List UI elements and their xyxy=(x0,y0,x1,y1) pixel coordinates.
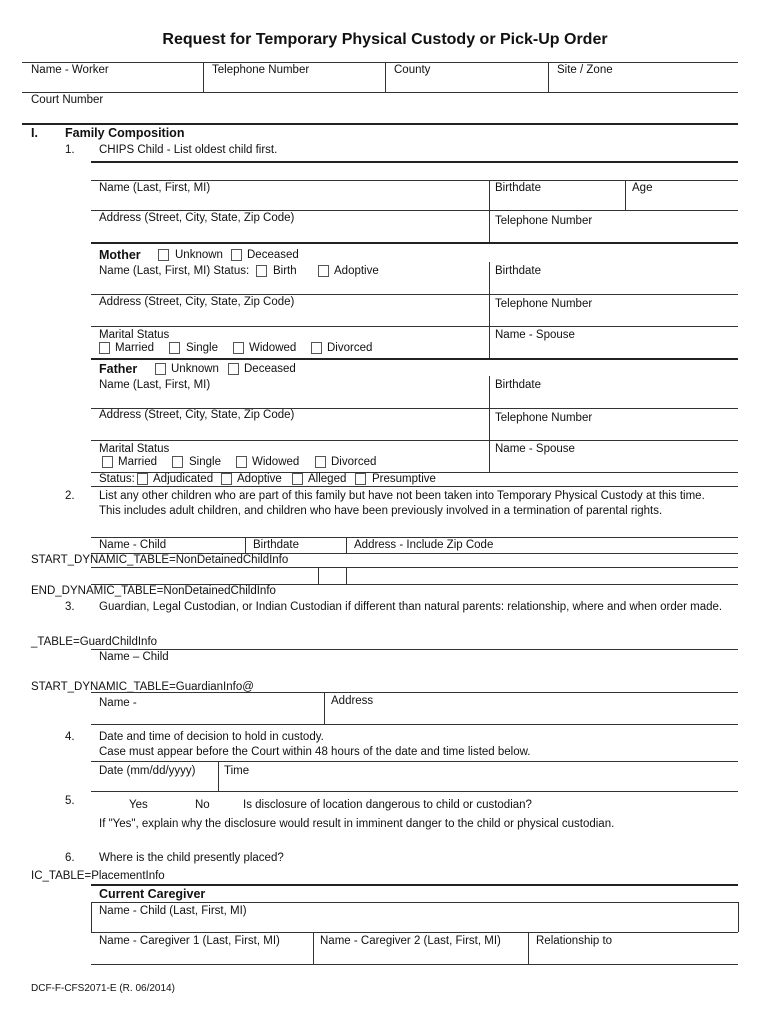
caregiver1-label: Name - Caregiver 1 (Last, First, MI) xyxy=(99,935,280,947)
father-single-checkbox[interactable] xyxy=(172,456,183,468)
father-deceased-checkbox[interactable] xyxy=(228,363,239,375)
form-number-footer: DCF-F-CFS2071-E (R. 06/2014) xyxy=(31,983,175,994)
header-divider xyxy=(385,62,386,92)
mother-married-checkbox[interactable] xyxy=(99,342,110,354)
start-dynamic-table-tag: START_DYNAMIC_TABLE=NonDetainedChildInfo xyxy=(31,554,289,566)
item-number: 5. xyxy=(65,795,75,807)
mother-adoptive-label: Adoptive xyxy=(334,265,379,277)
item1-text: CHIPS Child - List oldest child first. xyxy=(99,144,278,156)
relationship-label: Relationship to xyxy=(536,935,613,947)
guardian-address-label: Address xyxy=(331,695,374,707)
father-widowed-label: Widowed xyxy=(252,456,300,468)
site-zone-label: Site / Zone xyxy=(557,64,613,76)
col-divider xyxy=(489,294,490,326)
father-single-label: Single xyxy=(189,456,221,468)
other-child-address-label: Address - Include Zip Code xyxy=(354,539,494,551)
child-birthdate-label: Birthdate xyxy=(495,182,542,194)
mother-unknown-label: Unknown xyxy=(175,249,223,261)
col-divider xyxy=(528,932,529,964)
other-child-name-label: Name - Child xyxy=(99,539,167,551)
father-divorced-label: Divorced xyxy=(331,456,377,468)
mother-unknown-checkbox[interactable] xyxy=(158,249,169,261)
col-divider xyxy=(489,262,490,294)
page-title: Request for Temporary Physical Custody or Pick-Up Order xyxy=(162,31,608,48)
mother-deceased-checkbox[interactable] xyxy=(231,249,242,261)
col-divider xyxy=(489,376,490,408)
section-heading: Family Composition xyxy=(65,126,185,140)
row-rule xyxy=(91,358,738,360)
item-number: 1. xyxy=(65,144,75,156)
father-married-checkbox[interactable] xyxy=(102,456,113,468)
mother-widowed-label: Widowed xyxy=(249,342,297,354)
start-guardian-table-tag: START_DYNAMIC_TABLE=GuardianInfo@ xyxy=(31,681,254,693)
row-rule xyxy=(91,761,738,762)
item4-line2: Case must appear before the Court within 48 hours of the date and time listed below. xyxy=(99,746,531,758)
row-rule xyxy=(91,326,738,327)
col-divider xyxy=(489,326,490,358)
col-divider xyxy=(489,180,490,210)
mother-spouse-label: Name - Spouse xyxy=(495,329,575,341)
father-adjudicated-checkbox[interactable] xyxy=(137,473,148,485)
father-adjudicated-label: Adjudicated xyxy=(153,473,214,485)
item2-line2: This includes adult children, and children who have been previously involved in a termination of parental rights. xyxy=(99,505,663,517)
father-deceased-label: Deceased xyxy=(244,363,296,375)
row-rule xyxy=(91,180,738,181)
end-dynamic-table-tag: END_DYNAMIC_TABLE=NonDetainedChildInfo xyxy=(31,585,276,597)
caregiver2-label: Name - Caregiver 2 (Last, First, MI) xyxy=(320,935,501,947)
time-label: Time xyxy=(224,765,250,777)
section-rule xyxy=(22,123,738,125)
court-number-label: Court Number xyxy=(31,94,104,106)
guard-child-table-tag: _TABLE=GuardChildInfo xyxy=(31,636,158,648)
father-alleged-label: Alleged xyxy=(308,473,347,485)
father-status-label: Status: xyxy=(99,473,135,485)
item-number: 4. xyxy=(65,731,75,743)
row-rule xyxy=(91,210,738,211)
item5-question: Is disclosure of location dangerous to child or custodian? xyxy=(243,799,532,811)
father-widowed-checkbox[interactable] xyxy=(236,456,247,468)
col-divider xyxy=(346,537,347,553)
item2-line1: List any other children who are part of this family but have not been taken into Temporary Physical Custody at this time. xyxy=(99,490,705,502)
mother-birth-label: Birth xyxy=(273,265,297,277)
mother-single-label: Single xyxy=(186,342,218,354)
mother-widowed-checkbox[interactable] xyxy=(233,342,244,354)
mother-deceased-label: Deceased xyxy=(247,249,299,261)
father-divorced-checkbox[interactable] xyxy=(315,456,326,468)
county-label: County xyxy=(394,64,431,76)
other-child-birthdate-label: Birthdate xyxy=(253,539,300,551)
item-number: 2. xyxy=(65,490,75,502)
father-address-label: Address (Street, City, State, Zip Code) xyxy=(99,409,295,421)
mother-heading: Mother xyxy=(99,248,141,262)
item6-text: Where is the child presently placed? xyxy=(99,852,284,864)
col-divider xyxy=(489,440,490,472)
col-divider xyxy=(489,408,490,440)
mother-name-status-label: Name (Last, First, MI) Status: xyxy=(99,265,250,277)
mother-telephone-label: Telephone Number xyxy=(495,298,593,310)
col-divider xyxy=(245,537,246,553)
father-presumptive-label: Presumptive xyxy=(372,473,436,485)
item-number: 3. xyxy=(65,601,75,613)
mother-married-label: Married xyxy=(115,342,154,354)
mother-divorced-checkbox[interactable] xyxy=(311,342,322,354)
placement-child-name-label: Name - Child (Last, First, MI) xyxy=(99,905,247,917)
row-rule xyxy=(91,242,738,244)
yes-option[interactable]: Yes xyxy=(129,799,148,811)
col-divider xyxy=(324,692,325,724)
row-rule xyxy=(91,567,738,568)
father-heading: Father xyxy=(99,362,138,376)
row-rule xyxy=(91,537,738,538)
father-presumptive-checkbox[interactable] xyxy=(355,473,366,485)
father-adoptive-label: Adoptive xyxy=(237,473,282,485)
father-married-label: Married xyxy=(118,456,157,468)
father-telephone-label: Telephone Number xyxy=(495,412,593,424)
father-marital-status-label: Marital Status xyxy=(99,443,170,455)
father-alleged-checkbox[interactable] xyxy=(292,473,303,485)
row-rule xyxy=(91,294,738,295)
mother-single-checkbox[interactable] xyxy=(169,342,180,354)
father-adoptive-checkbox[interactable] xyxy=(221,473,232,485)
row-rule xyxy=(91,724,738,725)
mother-birthdate-label: Birthdate xyxy=(495,265,542,277)
child-telephone-label: Telephone Number xyxy=(495,215,593,227)
father-name-label: Name (Last, First, MI) xyxy=(99,379,211,391)
guard-child-name-label: Name – Child xyxy=(99,651,169,663)
telephone-label: Telephone Number xyxy=(212,64,310,76)
father-unknown-label: Unknown xyxy=(171,363,219,375)
placement-table-tag: IC_TABLE=PlacementInfo xyxy=(31,870,165,882)
mother-birth-checkbox[interactable] xyxy=(256,265,267,277)
section-rule xyxy=(91,161,738,163)
col-divider xyxy=(318,567,319,584)
row-rule xyxy=(91,486,738,487)
father-spouse-label: Name - Spouse xyxy=(495,443,575,455)
row-rule xyxy=(91,791,738,792)
current-caregiver-heading: Current Caregiver xyxy=(99,887,206,901)
mother-address-label: Address (Street, City, State, Zip Code) xyxy=(99,296,295,308)
mother-adoptive-checkbox[interactable] xyxy=(318,265,329,277)
mother-marital-status-label: Marital Status xyxy=(99,329,170,341)
section-rule xyxy=(91,884,738,886)
row-rule xyxy=(91,649,738,650)
father-birthdate-label: Birthdate xyxy=(495,379,542,391)
header-divider xyxy=(203,62,204,92)
col-divider xyxy=(489,210,490,242)
child-age-label: Age xyxy=(632,182,653,194)
item4-line1: Date and time of decision to hold in custody. xyxy=(99,731,324,743)
row-rule xyxy=(91,964,738,965)
header-divider xyxy=(548,62,549,92)
mother-divorced-label: Divorced xyxy=(327,342,373,354)
date-label: Date (mm/dd/yyyy) xyxy=(99,765,196,777)
guardian-name-label: Name - xyxy=(99,697,137,709)
col-divider xyxy=(313,932,314,964)
header-rule xyxy=(22,92,738,93)
col-divider xyxy=(91,902,92,932)
no-option[interactable]: No xyxy=(195,799,210,811)
child-name-label: Name (Last, First, MI) xyxy=(99,182,211,194)
row-rule xyxy=(91,440,738,441)
item3-text: Guardian, Legal Custodian, or Indian Custodian if different than natural parents: relationship, where and when order made. xyxy=(99,601,723,613)
name-worker-label: Name - Worker xyxy=(31,64,109,76)
col-divider xyxy=(218,761,219,791)
row-rule xyxy=(91,692,738,693)
col-divider xyxy=(346,567,347,584)
header-top-rule xyxy=(22,62,738,63)
col-divider xyxy=(738,902,739,932)
item5-explain: If "Yes", explain why the disclosure would result in imminent danger to the child or physical custodian. xyxy=(99,818,615,830)
father-unknown-checkbox[interactable] xyxy=(155,363,166,375)
row-rule xyxy=(91,932,738,933)
row-rule xyxy=(91,902,738,903)
section-roman: I. xyxy=(31,126,38,140)
child-address-label: Address (Street, City, State, Zip Code) xyxy=(99,212,295,224)
col-divider xyxy=(625,180,626,210)
item-number: 6. xyxy=(65,852,75,864)
